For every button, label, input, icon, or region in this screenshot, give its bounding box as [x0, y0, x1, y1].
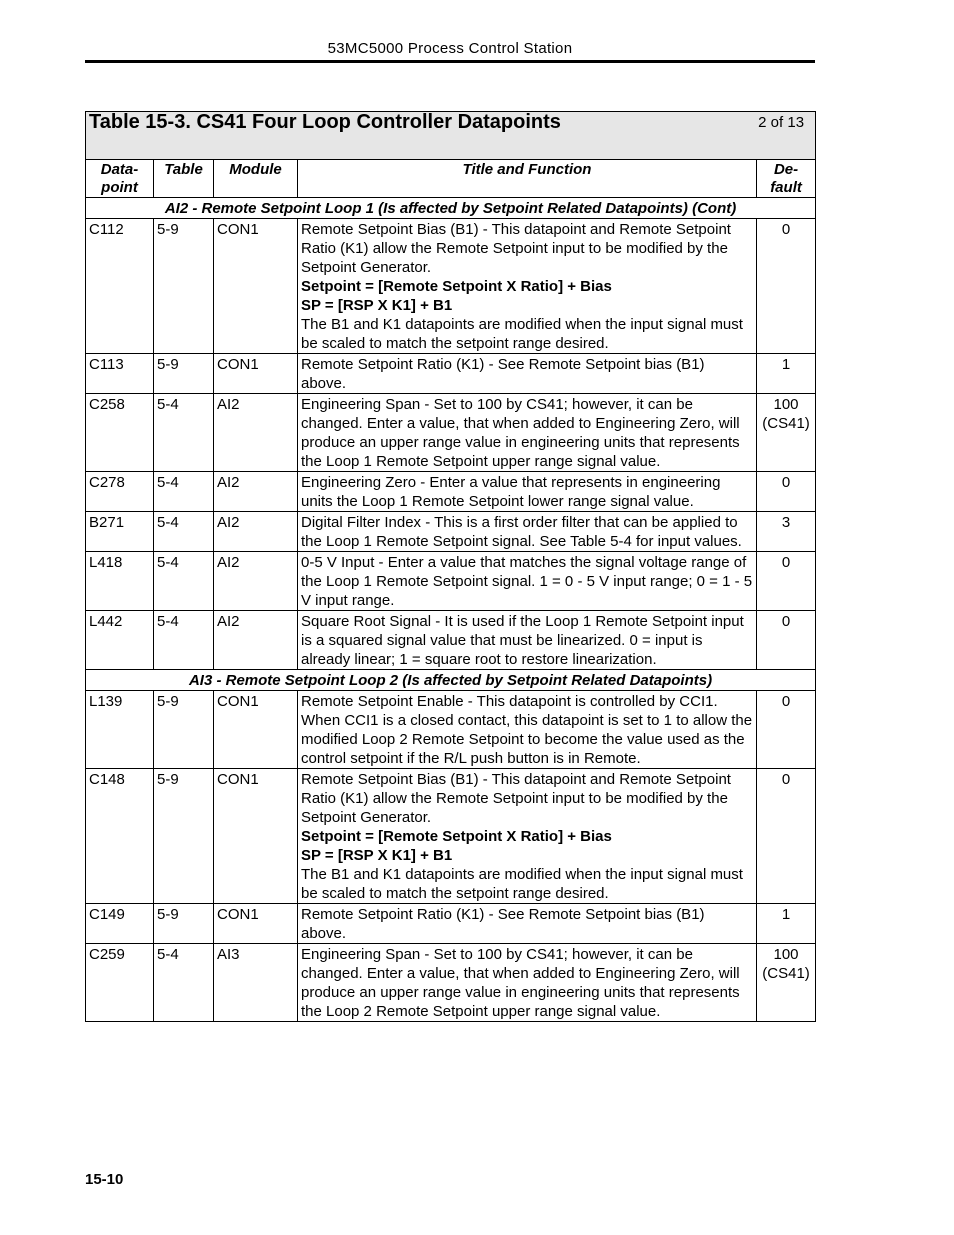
cell-description: [298, 769, 757, 904]
cell-datapoint: C258: [86, 394, 154, 472]
cell-default: 0: [757, 472, 816, 512]
page-number: 15-10: [85, 1171, 124, 1188]
running-header: 53MC5000 Process Control Station: [327, 40, 573, 57]
cell-datapoint: B271: [86, 512, 154, 552]
cell-module: AI2: [214, 394, 298, 472]
col-module: Module: [214, 160, 298, 198]
cell-table: 5-9: [154, 219, 214, 354]
note: The B1 and K1 datapoints are modified when the input signal must be scaled to match the setpoint range desired.: [301, 866, 743, 902]
table-row: [86, 904, 816, 944]
formula: Setpoint = [Remote Setpoint X Ratio] + Bias: [301, 828, 612, 845]
cell-table: 5-9: [154, 691, 214, 769]
cell-table: 5-9: [154, 769, 214, 904]
cell-table: 5-4: [154, 394, 214, 472]
cell-module: AI2: [214, 611, 298, 670]
table-title-row: [86, 112, 816, 160]
cell-module: CON1: [214, 354, 298, 394]
description: Remote Setpoint Bias (B1) - This datapoint and Remote Setpoint Ratio (K1) allow the Remote Setpoint input to be modified by the Setpoint Generator.: [301, 221, 731, 276]
formula: SP = [RSP X K1] + B1: [301, 297, 453, 314]
cell-module: CON1: [214, 219, 298, 354]
table-row: [86, 354, 816, 394]
cell-table: 5-4: [154, 611, 214, 670]
cell-default: 0: [757, 691, 816, 769]
cell-default: 0: [757, 219, 816, 354]
cell-datapoint: C112: [86, 219, 154, 354]
cell-datapoint: C148: [86, 769, 154, 904]
col-datapoint: Data- point: [86, 160, 154, 198]
section-header-ai3: AI3 - Remote Setpoint Loop 2 (Is affected by Setpoint Related Datapoints): [86, 670, 816, 691]
cell-description: Square Root Signal - It is used if the Loop 1 Remote Setpoint input is a squared signal value that must be linearized. 0 = input is already linear; 1 = square root to restore linearization.: [298, 611, 757, 670]
cell-description: Engineering Span - Set to 100 by CS41; however, it can be changed. Enter a value, that when added to Engineering Zero, will produce an upper range value in engineering units that represents the Loop 1 Remote Setpoint upper range signal value.: [298, 394, 757, 472]
cell-module: AI2: [214, 472, 298, 512]
cell-table: 5-4: [154, 472, 214, 512]
table-row: [86, 552, 816, 611]
cell-default: 100 (CS41): [757, 394, 816, 472]
cell-table: 5-9: [154, 904, 214, 944]
cell-default: 1: [757, 354, 816, 394]
cell-description: Remote Setpoint Ratio (K1) - See Remote Setpoint bias (B1) above.: [298, 354, 757, 394]
table-row: [86, 769, 816, 904]
cell-datapoint: C259: [86, 944, 154, 1022]
cell-module: CON1: [214, 904, 298, 944]
cell-datapoint: L418: [86, 552, 154, 611]
cell-table: 5-4: [154, 944, 214, 1022]
cell-description: Engineering Zero - Enter a value that represents in engineering units the Loop 1 Remote Setpoint lower range signal value.: [298, 472, 757, 512]
col-default: De- fault: [757, 160, 816, 198]
cell-table: 5-4: [154, 512, 214, 552]
table-row: [86, 611, 816, 670]
page-indicator: 2 of 13: [758, 114, 805, 131]
column-header-row: [86, 160, 816, 198]
cell-description: [298, 219, 757, 354]
cell-description: Remote Setpoint Enable - This datapoint is controlled by CCI1. When CCI1 is a closed contact, this datapoint is set to 1 to allow the modified Loop 2 Remote Setpoint to become the value used as the control setpoint if the R/L push button is in Remote.: [298, 691, 757, 769]
table-row: [86, 219, 816, 354]
cell-default: 0: [757, 611, 816, 670]
col-table: Table: [154, 160, 214, 198]
table-title: Table 15-3. CS41 Four Loop Controller Datapoints: [89, 111, 561, 133]
cell-table: 5-9: [154, 354, 214, 394]
cell-table: 5-4: [154, 552, 214, 611]
section-header-ai2: AI2 - Remote Setpoint Loop 1 (Is affected by Setpoint Related Datapoints) (Cont): [86, 198, 816, 219]
cell-description: Remote Setpoint Ratio (K1) - See Remote Setpoint bias (B1) above.: [298, 904, 757, 944]
cell-datapoint: L442: [86, 611, 154, 670]
description: Remote Setpoint Bias (B1) - This datapoint and Remote Setpoint Ratio (K1) allow the Remote Setpoint input to be modified by the Setpoint Generator.: [301, 771, 731, 826]
cell-default: 3: [757, 512, 816, 552]
cell-description: Digital Filter Index - This is a first order filter that can be applied to the Loop 1 Remote Setpoint signal. See Table 5-4 for input values.: [298, 512, 757, 552]
cell-description: 0-5 V Input - Enter a value that matches the signal voltage range of the Loop 1 Remote Setpoint signal. 1 = 0 - 5 V input range; 0 = 1 - 5 V input range.: [298, 552, 757, 611]
cell-datapoint: C113: [86, 354, 154, 394]
formula: SP = [RSP X K1] + B1: [301, 847, 453, 864]
cell-description: Engineering Span - Set to 100 by CS41; however, it can be changed. Enter a value, that when added to Engineering Zero, will produce an upper range value in engineering units that represents the Loop 2 Remote Setpoint upper range signal value.: [298, 944, 757, 1022]
formula: Setpoint = [Remote Setpoint X Ratio] + Bias: [301, 278, 612, 295]
cell-module: CON1: [214, 691, 298, 769]
cell-default: 100 (CS41): [757, 944, 816, 1022]
cell-default: 0: [757, 769, 816, 904]
col-title-function: Title and Function: [298, 160, 757, 198]
cell-default: 0: [757, 552, 816, 611]
cell-datapoint: L139: [86, 691, 154, 769]
cell-module: AI2: [214, 512, 298, 552]
table-row: [86, 691, 816, 769]
cell-datapoint: C149: [86, 904, 154, 944]
table-row: [86, 944, 816, 1022]
cell-module: CON1: [214, 769, 298, 904]
cell-module: AI3: [214, 944, 298, 1022]
table-row: [86, 512, 816, 552]
note: The B1 and K1 datapoints are modified when the input signal must be scaled to match the setpoint range desired.: [301, 316, 743, 352]
cell-module: AI2: [214, 552, 298, 611]
datapoints-table: [85, 111, 816, 1022]
table-row: [86, 394, 816, 472]
cell-default: 1: [757, 904, 816, 944]
table-row: [86, 472, 816, 512]
cell-datapoint: C278: [86, 472, 154, 512]
header-rule: [85, 60, 815, 63]
